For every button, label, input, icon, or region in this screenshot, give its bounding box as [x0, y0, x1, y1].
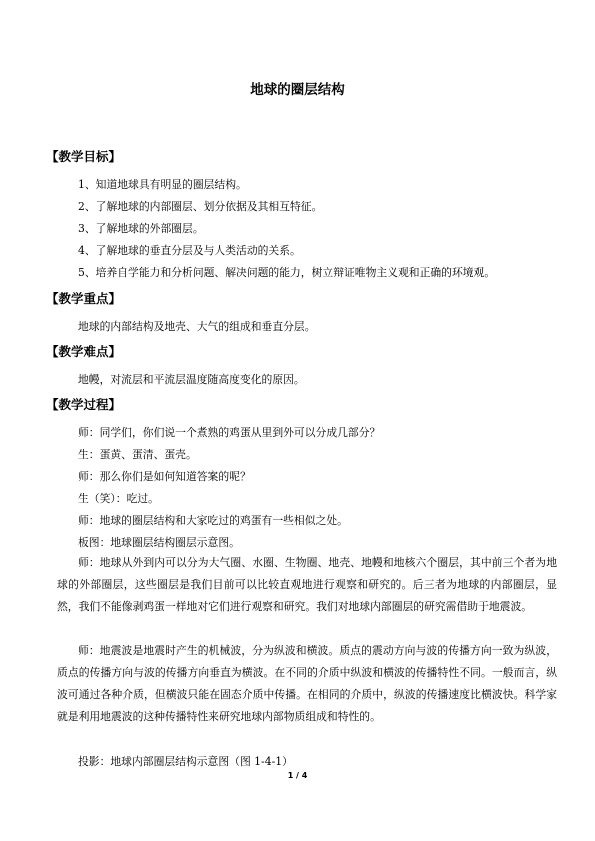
key-points-heading: 【教学重点】 — [46, 291, 122, 306]
dialogue-line: 师：那么你们是如何知道答案的呢？ — [78, 470, 251, 483]
dialogue-line: 师：同学们，你们说一个煮熟的鸡蛋从里到外可以分成几部分？ — [78, 426, 381, 439]
key-points-text: 地球的内部结构及地壳、大气的组成和垂直分层。 — [78, 320, 316, 333]
page-number: 1 / 4 — [287, 771, 308, 780]
objective-item: 5、培养自学能力和分析问题、解决问题的能力，树立辩证唯物主义观和正确的环境观。 — [78, 266, 496, 279]
page-title: 地球的圈层结构 — [250, 82, 345, 98]
difficulties-heading: 【教学难点】 — [46, 344, 122, 359]
objective-item: 1、知道地球具有明显的圈层结构。 — [78, 178, 247, 191]
process-paragraph: 师：地震波是地震时产生的机械波，分为纵波和横波。质点的震动方向与波的传播方向一致为纵波，质点的传播方向与波的传播方向垂直为横波。在不同的介质中纵波和横波的传播特性不同。一般而言，纵波可通过各种介质，但横波只能在固态介质中传播。在相同的介质中，纵波的传播速度比横波快。科学家就是利用地震波的这种传播特性来研究地球内部物质组成和特性的。 — [57, 644, 557, 723]
projection-line: 投影：地球内部圈层结构示意图（图 1-4-1） — [78, 755, 293, 768]
process-heading: 【教学过程】 — [46, 397, 122, 412]
dialogue-line: 生：蛋黄、蛋清、蛋壳。 — [78, 448, 197, 461]
objective-item: 3、了解地球的外部圈层。 — [78, 222, 204, 235]
process-paragraph: 师：地球从外到内可以分为大气圈、水圈、生物圈、地壳、地幔和地核六个圈层，其中前三个者为地球的外部圈层，这些圈层是我们目前可以比较直观地进行观察和研究的。后三者为地球的内部圈层，显然，我们不能像剥鸡蛋一样地对它们进行观察和研究。我们对地球内部圈层的研究需借助于地震波。 — [57, 556, 557, 613]
dialogue-line: 师：地球的圈层结构和大家吃过的鸡蛋有一些相似之处。 — [78, 514, 348, 527]
objectives-heading: 【教学目标】 — [46, 149, 122, 164]
objective-item: 4、了解地球的垂直分层及与人类活动的关系。 — [78, 244, 301, 257]
dialogue-line: 板图：地球圈层结构圈层示意图。 — [78, 536, 240, 549]
difficulties-text: 地幔，对流层和平流层温度随高度变化的原因。 — [78, 373, 305, 386]
dialogue-line: 生（笑）：吃过。 — [78, 492, 159, 505]
objective-item: 2、了解地球的内部圈层、划分依据及其相互特征。 — [78, 200, 323, 213]
